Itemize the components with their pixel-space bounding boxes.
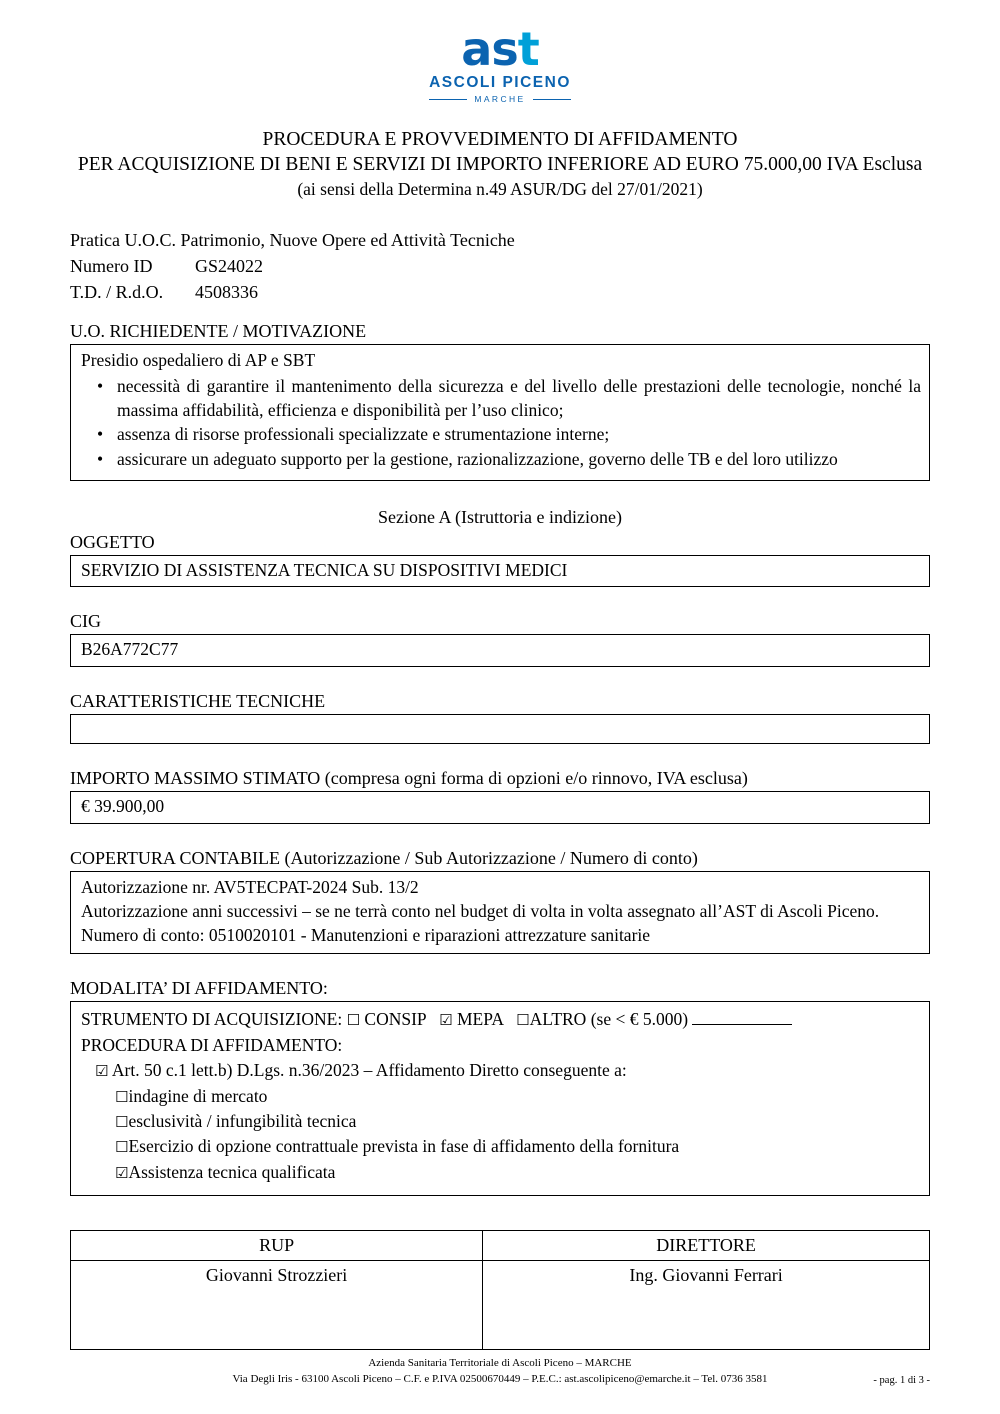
logo-rule-left (429, 99, 467, 100)
footer-content (70, 1356, 930, 1388)
importo-heading: IMPORTO MASSIMO STIMATO (compresa ogni forma di opzioni e/o rinnovo, IVA esclusa) (70, 768, 748, 789)
logo-header (70, 0, 930, 107)
checkbox-assistenza-tecnica[interactable]: ☑ (115, 1163, 129, 1182)
strumento-label: STRUMENTO DI ACQUISIZIONE: (81, 1009, 343, 1030)
footer-line-1: Azienda Sanitaria Territoriale di Ascoli Piceno – MARCHE (368, 1357, 632, 1370)
sezione-a-heading: Sezione A (Istruttoria e indizione) (378, 506, 622, 527)
modalita-box (70, 1001, 930, 1196)
sub-option-opzione[interactable] (81, 1134, 921, 1159)
sub-option-esclusivita[interactable] (81, 1109, 921, 1134)
checkbox-altro[interactable]: ☐ (516, 1011, 530, 1030)
richiedente-bullets (81, 375, 921, 472)
column-header-direttore: DIRETTORE (483, 1231, 930, 1261)
meta-row-numero-id (70, 253, 930, 279)
signature-direttore-name: Ing. Giovanni Ferrari (483, 1261, 930, 1350)
td-rdo-value: 4508336 (195, 282, 258, 303)
copertura-heading: COPERTURA CONTABILE (Autorizzazione / Sub Autorizzazione / Numero di conto) (70, 848, 698, 869)
document-title (70, 127, 930, 202)
checkbox-indagine-di-mercato[interactable]: ☐ (115, 1087, 129, 1106)
page-footer (70, 1349, 930, 1388)
copertura-line-2: Autorizzazione anni successivi – se ne terrà conto nel budget di volta in volta assegnato all’AST di Ascoli Piceno. (81, 900, 880, 921)
importo-box: € 39.900,00 (70, 791, 930, 824)
checkbox-mepa[interactable]: ☑ (439, 1011, 453, 1030)
checkbox-opzione-contrattuale[interactable]: ☐ (115, 1138, 129, 1157)
strumento-option-mepa[interactable]: MEPA (456, 1009, 504, 1030)
title-line-1: PROCEDURA E PROVVEDIMENTO DI AFFIDAMENTO (262, 128, 738, 150)
ast-logo (422, 22, 577, 104)
list-item: • assenza di risorse professionali specializzate e strumentazione interne; (115, 423, 921, 447)
signature-rup-name: Giovanni Strozzieri (71, 1261, 483, 1350)
logo-sub-text: MARCHE (474, 93, 526, 104)
sub-option-indagine-label: indagine di mercato (128, 1085, 268, 1106)
sub-option-indagine[interactable] (81, 1084, 921, 1109)
articolo-row (81, 1058, 921, 1083)
sub-option-assistenza-label: Assistenza tecnica qualificata (128, 1161, 336, 1182)
strumento-option-consip[interactable]: CONSIP (364, 1009, 426, 1030)
pratica-label: Pratica U.O.C. Patrimonio, Nuove Opere ed Attività Tecniche (70, 230, 515, 251)
richiedente-heading: U.O. RICHIEDENTE / MOTIVAZIONE (70, 321, 367, 342)
list-item: • necessità di garantire il mantenimento della sicurezza e del livello delle prestazioni delle tecnologie, nonché la massima affidabilità, efficienza e disponibilità per l’uso clinico; (115, 375, 921, 422)
oggetto-box: SERVIZIO DI ASSISTENZA TECNICA SU DISPOSITIVI MEDICI (70, 555, 930, 588)
checkbox-consip[interactable]: ☐ (346, 1011, 361, 1030)
numero-id-value: GS24022 (195, 256, 264, 277)
copertura-line-3: Numero di conto: 0510020101 - Manutenzioni e riparazioni attrezzature sanitarie (81, 924, 651, 945)
oggetto-heading: OGGETTO (70, 531, 155, 552)
strumento-option-altro[interactable]: ALTRO (se < € 5.000) (529, 1009, 689, 1030)
logo-subtitle (422, 95, 577, 104)
meta-row-pratica (70, 227, 930, 253)
sub-option-esclusivita-label: esclusività / infungibilità tecnica (128, 1110, 357, 1131)
numero-id-label: Numero ID (70, 256, 153, 277)
logo-wordmark (461, 22, 539, 76)
checkbox-articolo-50[interactable]: ☑ (95, 1062, 109, 1081)
table-row (71, 1261, 930, 1350)
meta-row-td-rdo (70, 279, 930, 305)
cig-box: B26A772C77 (70, 634, 930, 667)
caratteristiche-box (70, 714, 930, 744)
logo-plus-text: t (517, 22, 539, 76)
title-line-3: (ai sensi della Determina n.49 ASUR/DG del 27/01/2021) (297, 178, 703, 199)
sub-option-assistenza[interactable] (81, 1160, 921, 1185)
richiedente-intro: Presidio ospedaliero di AP e SBT (81, 350, 316, 371)
modalita-heading: MODALITA’ DI AFFIDAMENTO: (70, 978, 328, 999)
practice-meta (70, 227, 930, 305)
sub-option-opzione-label: Esercizio di opzione contrattuale prevista in fase di affidamento della fornitura (128, 1136, 680, 1157)
checkbox-esclusivita[interactable]: ☐ (115, 1112, 129, 1131)
procedura-label: PROCEDURA DI AFFIDAMENTO: (81, 1034, 343, 1055)
footer-page-number: - pag. 1 di 3 - (873, 1374, 930, 1386)
td-rdo-label: T.D. / R.d.O. (70, 282, 164, 303)
strumento-row (81, 1007, 921, 1032)
table-header-row (71, 1231, 930, 1261)
articolo-text: Art. 50 c.1 lett.b) D.Lgs. n.36/2023 – Affidamento Diretto conseguente a: (111, 1060, 627, 1081)
column-header-rup: RUP (71, 1231, 483, 1261)
caratteristiche-heading: CARATTERISTICHE TECNICHE (70, 691, 326, 712)
copertura-box (70, 871, 930, 954)
title-line-2: PER ACQUISIZIONE DI BENI E SERVIZI DI IMPORTO INFERIORE AD EURO 75.000,00 IVA Esclusa (77, 154, 923, 176)
altro-blank-field[interactable] (692, 1010, 792, 1025)
footer-line-2: Via Degli Iris - 63100 Ascoli Piceno – C.F. e P.IVA 02500670449 – P.E.C.: ast.ascolipiceno@emarche.it – Tel. 0736 3581 (232, 1373, 768, 1386)
signature-table (70, 1230, 930, 1350)
logo-mark-text: as (461, 22, 518, 76)
logo-rule-right (533, 99, 571, 100)
copertura-line-1: Autorizzazione nr. AV5TECPAT-2024 Sub. 13/2 (81, 877, 419, 898)
logo-name: ASCOLI PICENO (429, 74, 571, 91)
list-item: • assicurare un adeguato supporto per la gestione, razionalizzazione, governo delle TB e del loro utilizzo (115, 448, 921, 472)
richiedente-box (70, 344, 930, 480)
footer-divider (70, 1349, 930, 1350)
cig-heading: CIG (70, 611, 101, 632)
